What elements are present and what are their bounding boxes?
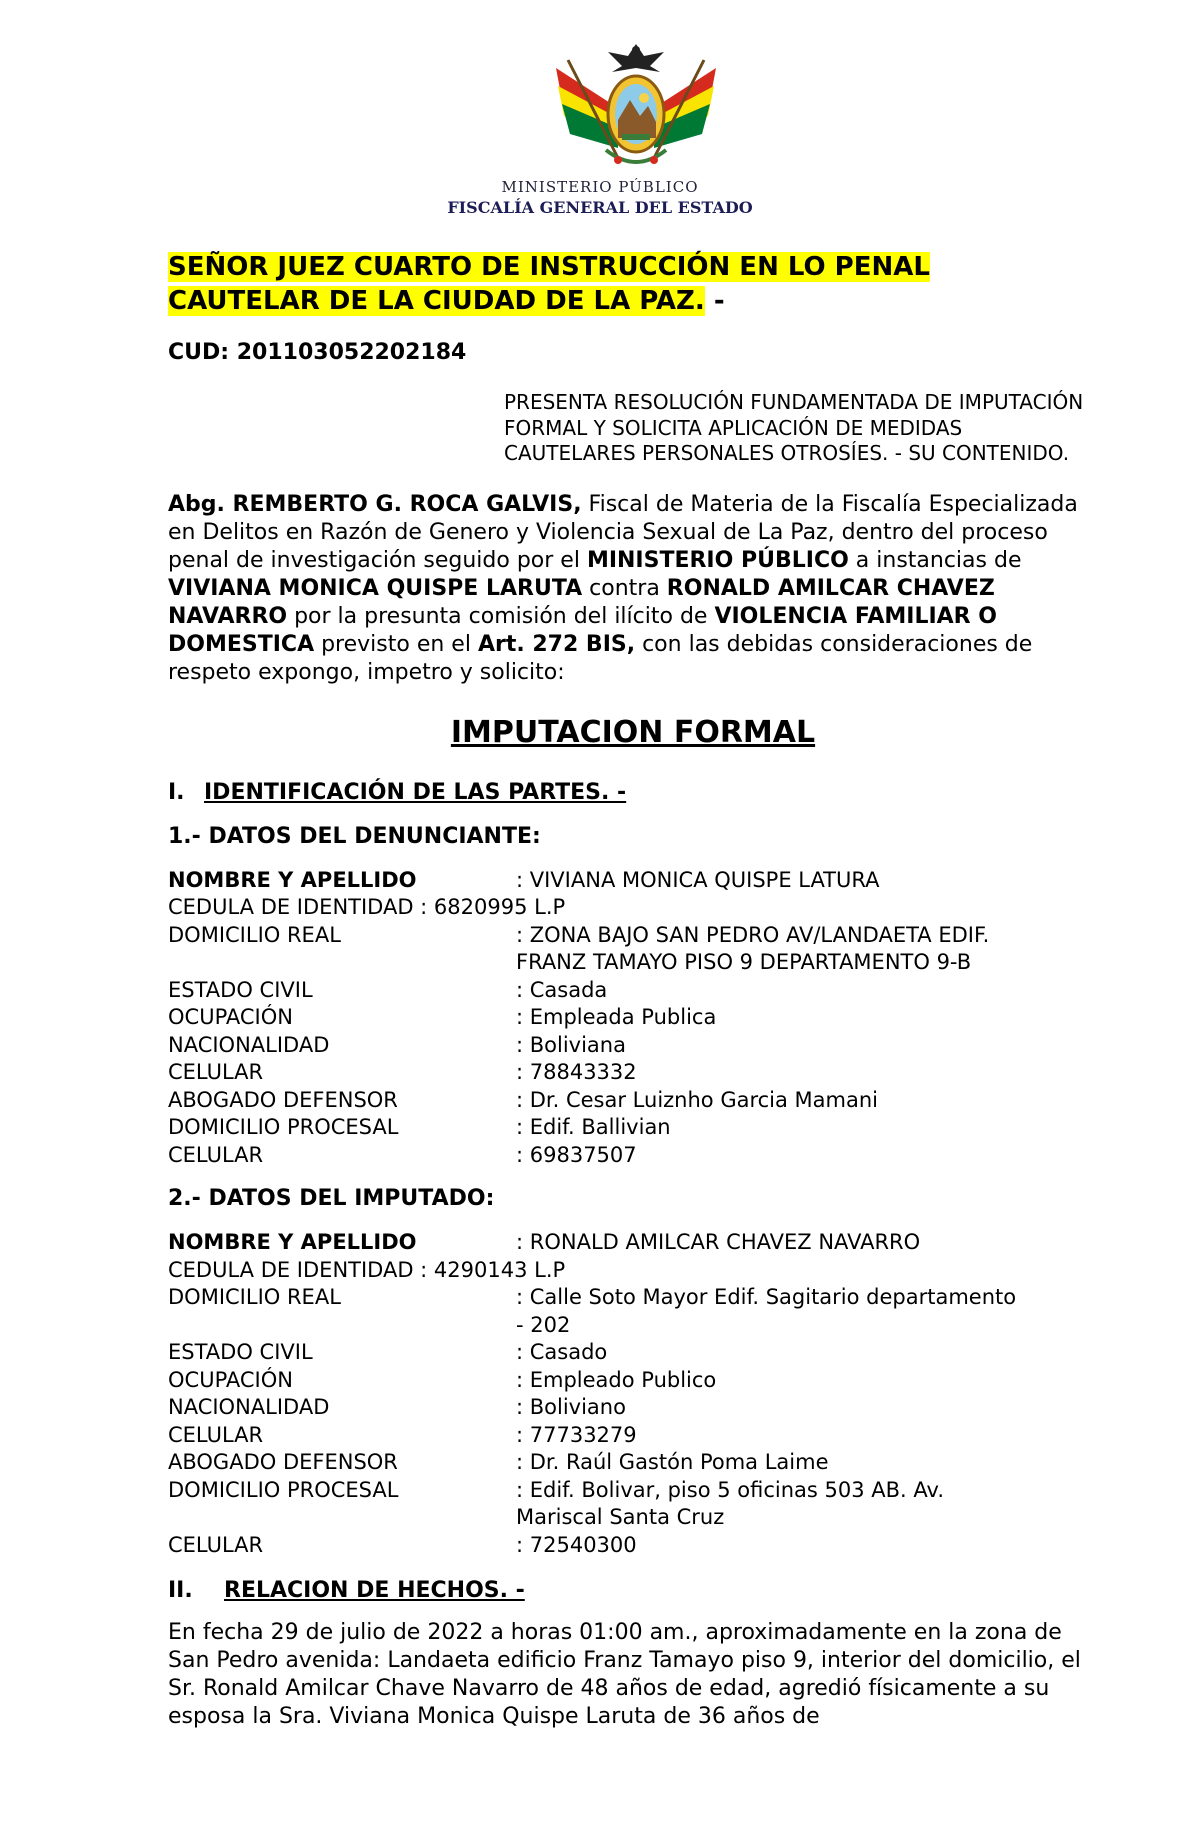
prosecutor-name: Abg. REMBERTO G. ROCA GALVIS, (168, 491, 582, 517)
field-row (168, 1422, 1098, 1450)
section-heading (168, 779, 1098, 807)
field-value: : VIVIANA MONICA QUISPE LATURA (516, 867, 880, 892)
complainant-data (168, 867, 1098, 1170)
filing-summary: PRESENTA RESOLUCIÓN FUNDAMENTADA DE IMPUTACIÓN FORMAL Y SOLICITA APLICACIÓN DE MEDIDAS CAUTELARES PERSONALES OTROSÍES. - SU CONTENIDO. (504, 390, 1084, 465)
accused-data (168, 1229, 1098, 1559)
addressee-tail: - (704, 286, 725, 316)
intro-text: previsto en el (314, 631, 478, 657)
field-value-line: Mariscal Santa Cruz (516, 1505, 725, 1529)
field-row (168, 1142, 1098, 1170)
field-value (516, 922, 1098, 977)
field-value-line: : ZONA BAJO SAN PEDRO AV/LANDAETA EDIF. (516, 922, 990, 947)
field-label: CELULAR (168, 1532, 264, 1557)
intro-text: a instancias de (848, 547, 1022, 573)
field-label: ABOGADO DEFENSOR (168, 1450, 398, 1474)
field-value-line: : Edif. Bolivar, piso 5 oficinas 503 AB. Av. (516, 1477, 945, 1502)
field-label: NACIONALIDAD (168, 1032, 330, 1057)
letterhead (0, 30, 1200, 220)
document-body (168, 250, 1098, 1731)
field-value: : RONALD AMILCAR CHAVEZ NAVARRO (516, 1230, 921, 1254)
intro-text: con las debidas consideraciones de respeto expongo, impetro y solicito: (168, 631, 1033, 685)
field-value: : 72540300 (516, 1532, 637, 1557)
field-label: NOMBRE Y APELLIDO (168, 1230, 417, 1254)
facts-paragraph: En fecha 29 de julio de 2022 a horas 01:00 am., aproximadamente en la zona de San Pedro avenida: Landaeta edificio Franz Tamayo piso 9, interior del domicilio, el Sr. Ronald Amilcar Chave Navarro de 48 años de edad, agredió físicamente a su esposa la Sra. Viviana Monica Quispe Laruta de 36 años de (168, 1620, 1081, 1729)
field-value: : 77733279 (516, 1422, 637, 1447)
field-row (168, 1229, 1098, 1257)
field-label: CELULAR (168, 1422, 264, 1447)
ministry-name: MINISTERIO PÚBLICO (501, 178, 699, 196)
field-label: ESTADO CIVIL (168, 1340, 313, 1364)
field-label: DOMICILIO PROCESAL (168, 1477, 399, 1502)
field-value: : Empleado Publico (516, 1367, 717, 1392)
field-row (168, 867, 1098, 895)
article-reference: Art. 272 BIS, (477, 631, 636, 657)
field-value: : Casado (516, 1340, 608, 1364)
field-label: ABOGADO DEFENSOR (168, 1087, 398, 1112)
field-value: : Dr. Cesar Luiznho Garcia Mamani (516, 1087, 879, 1112)
field-row (168, 1394, 1098, 1422)
section-title: RELACION DE HECHOS. - (224, 1578, 525, 1603)
field-row (168, 1059, 1098, 1087)
field-value-line: FRANZ TAMAYO PISO 9 DEPARTAMENTO 9-B (516, 950, 972, 974)
complainant-name: VIVIANA MONICA QUISPE LARUTA (168, 575, 583, 601)
field-label: OCUPACIÓN (168, 1367, 293, 1392)
field-value-line: : Calle Soto Mayor Edif. Sagitario departamento (516, 1285, 1017, 1309)
field-label: DOMICILIO REAL (168, 922, 341, 947)
field-value: : Casada (516, 977, 608, 1002)
prosecutor-office-name: FISCALÍA GENERAL DEL ESTADO (447, 198, 753, 217)
field-row (168, 977, 1098, 1005)
field-row (168, 1477, 1098, 1532)
field-label: CELULAR (168, 1142, 264, 1167)
field-row (168, 1087, 1098, 1115)
field-row (168, 1367, 1098, 1395)
field-value (516, 1477, 1098, 1532)
field-row (168, 1257, 1098, 1285)
field-label: DOMICILIO REAL (168, 1285, 341, 1309)
intro-text: por la presunta comisión del ilícito de (287, 603, 715, 629)
field-label: ESTADO CIVIL (168, 977, 313, 1002)
field-value: : 78843332 (516, 1060, 637, 1084)
field-row (168, 894, 1098, 922)
complainant-heading: 1.- DATOS DEL DENUNCIANTE: (168, 823, 541, 849)
addressee-line-1: SEÑOR JUEZ CUARTO DE INSTRUCCIÓN EN LO PENAL (168, 252, 930, 282)
addressee-line-2: CAUTELAR DE LA CIUDAD DE LA PAZ. (168, 286, 705, 316)
intro-bold: MINISTERIO PÚBLICO (586, 547, 849, 573)
field-label: DOMICILIO PROCESAL (168, 1115, 399, 1139)
accused-name: RONALD AMILCAR CHAVEZ NAVARRO (168, 575, 995, 629)
bolivia-coat-of-arms-logo (548, 38, 724, 176)
addressee (168, 250, 1098, 318)
field-row (168, 1532, 1098, 1560)
field-row (168, 1032, 1098, 1060)
section-heading (168, 1577, 1098, 1605)
intro-text: contra (582, 575, 667, 601)
field-value (516, 1284, 1098, 1339)
field-label: OCUPACIÓN (168, 1005, 293, 1029)
field-label: CEDULA DE IDENTIDAD : 4290143 L.P (168, 1257, 566, 1282)
field-row (168, 922, 1098, 977)
field-value: : Boliviana (516, 1032, 626, 1057)
field-row (168, 1114, 1098, 1142)
document-title: IMPUTACION FORMAL (450, 714, 816, 750)
field-value: : Empleada Publica (516, 1005, 717, 1029)
case-id: CUD: 201103052202184 (168, 340, 467, 365)
offense-name: VIOLENCIA FAMILIAR O DOMESTICA (168, 603, 997, 657)
section-number: II. (168, 1578, 193, 1603)
field-row (168, 1339, 1098, 1367)
field-value: : Edif. Ballivian (516, 1115, 671, 1139)
field-value: : 69837507 (516, 1142, 637, 1167)
intro-paragraph (168, 491, 1088, 687)
field-value: : Dr. Raúl Gastón Poma Laime (516, 1450, 829, 1474)
field-label: CEDULA DE IDENTIDAD : 6820995 L.P (168, 895, 566, 919)
accused-heading: 2.- DATOS DEL IMPUTADO: (168, 1186, 495, 1211)
field-value-line: - 202 (516, 1312, 571, 1337)
field-row (168, 1449, 1098, 1477)
field-row (168, 1004, 1098, 1032)
field-label: NACIONALIDAD (168, 1395, 330, 1419)
intro-text: Fiscal de Materia de la Fiscalía Especializada en Delitos en Razón de Genero y Violencia Sexual de La Paz, dentro del proceso penal de investigación seguido por el (168, 491, 1078, 573)
field-row (168, 1284, 1098, 1339)
field-label: NOMBRE Y APELLIDO (168, 867, 417, 892)
field-label: CELULAR (168, 1060, 264, 1084)
section-number: I. (168, 779, 185, 805)
field-value: : Boliviano (516, 1395, 626, 1419)
section-title: IDENTIFICACIÓN DE LAS PARTES. - (204, 779, 627, 805)
